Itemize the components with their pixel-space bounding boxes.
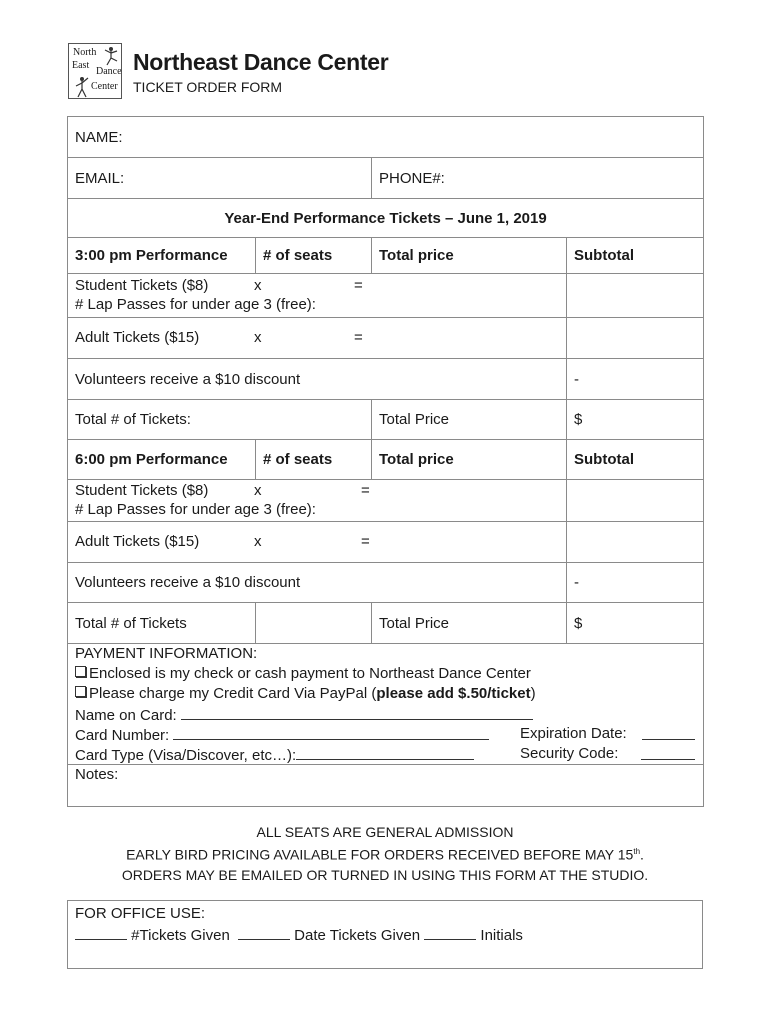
adult-tickets-label: Adult Tickets ($15): [75, 533, 200, 550]
times-sign: x: [254, 277, 262, 294]
performance-2-total-tickets-label: Total # of Tickets: [68, 603, 256, 644]
tickets-given-line[interactable]: [75, 924, 127, 940]
performance-2-total-header: Total price: [372, 440, 567, 480]
pay-card-suffix: ): [530, 685, 536, 702]
card-type-line[interactable]: [296, 744, 474, 760]
dancer-icon: [74, 76, 90, 98]
notice-line-2-text: EARLY BIRD PRICING AVAILABLE FOR ORDERS RECEIVED BEFORE MAY 15: [126, 846, 634, 863]
performance-1-total-price-label: Total Price: [372, 400, 567, 440]
performance-2-total-tickets-field[interactable]: [256, 603, 372, 644]
performance-1-volunteer-value: -: [567, 359, 704, 400]
payment-section: [68, 644, 704, 765]
ticket-order-table: [67, 116, 704, 807]
phone-label: PHONE#:: [379, 169, 445, 187]
pay-card-option[interactable]: [75, 684, 696, 704]
performance-2-volunteer-value: -: [567, 563, 704, 603]
expiration-label: Expiration Date:: [520, 725, 627, 742]
notice-line-3: ORDERS MAY BE EMAILED OR TURNED IN USING THIS FORM AT THE STUDIO.: [121, 866, 649, 883]
pay-check-label: Enclosed is my check or cash payment to Northeast Dance Center: [89, 665, 531, 682]
adult-tickets-label: Adult Tickets ($15): [75, 329, 200, 346]
date-given-label: Date Tickets Given: [294, 927, 421, 944]
card-type-row[interactable]: [75, 744, 696, 764]
phone-field[interactable]: [372, 158, 704, 199]
card-number-label: Card Number:: [75, 727, 170, 744]
office-use-heading: FOR OFFICE USE:: [75, 905, 206, 922]
payment-heading: PAYMENT INFORMATION:: [75, 645, 258, 662]
name-field[interactable]: [68, 117, 704, 158]
email-field[interactable]: [68, 158, 372, 199]
lap-passes-label: # Lap Passes for under age 3 (free):: [75, 296, 316, 313]
notice-line-2-end: .: [640, 846, 644, 863]
email-label: EMAIL:: [75, 169, 125, 187]
performance-1-total-tickets[interactable]: Total # of Tickets:: [68, 400, 372, 440]
performance-2-heading: 6:00 pm Performance: [68, 440, 256, 480]
student-tickets-label: Student Tickets ($8): [75, 482, 209, 499]
card-number-row[interactable]: [75, 724, 696, 744]
performance-2-total-price-label: Total Price: [372, 603, 567, 644]
performance-2-student-row[interactable]: [68, 480, 567, 522]
performance-1-total-header: Total price: [372, 238, 567, 274]
section-title: Year-End Performance Tickets – June 1, 2019: [68, 199, 704, 238]
checkbox-icon[interactable]: [75, 686, 86, 697]
tickets-given-label: #Tickets Given: [131, 927, 230, 944]
performance-2-adult-subtotal[interactable]: [567, 522, 704, 563]
date-given-line[interactable]: [238, 924, 290, 940]
page-title: Northeast Dance Center: [133, 49, 389, 75]
performance-2-subtotal-header: Subtotal: [567, 440, 704, 480]
pay-card-fee: please add $.50/ticket: [376, 685, 531, 702]
lap-passes-label: # Lap Passes for under age 3 (free):: [75, 501, 316, 518]
performance-1-adult-row[interactable]: [68, 318, 567, 359]
notice-line-1: ALL SEATS ARE GENERAL ADMISSION: [256, 824, 514, 840]
pay-check-option[interactable]: [75, 664, 696, 684]
equals-sign: =: [354, 277, 363, 294]
checkbox-icon[interactable]: [75, 666, 86, 677]
performance-1-seats-header: # of seats: [256, 238, 372, 274]
dancer-icon: [102, 46, 120, 66]
student-tickets-label: Student Tickets ($8): [75, 277, 209, 294]
performance-1-student-subtotal[interactable]: [567, 274, 704, 318]
security-code-label: Security Code:: [520, 745, 619, 762]
name-on-card-label: Name on Card:: [75, 707, 177, 724]
initials-line[interactable]: [424, 924, 476, 940]
initials-label: Initials: [480, 927, 523, 944]
notes-label: Notes:: [75, 766, 119, 783]
times-sign: x: [254, 533, 262, 550]
performance-1-student-row[interactable]: [68, 274, 567, 318]
expiration-line[interactable]: [642, 724, 695, 740]
performance-2-student-subtotal[interactable]: [567, 480, 704, 522]
logo-text-north: North: [73, 47, 97, 58]
logo-text-east: East: [72, 60, 90, 71]
logo: [68, 43, 122, 99]
performance-2-volunteer-label: Volunteers receive a $10 discount: [68, 563, 567, 603]
equals-sign: =: [361, 533, 370, 550]
performance-1-volunteer-label: Volunteers receive a $10 discount: [68, 359, 567, 400]
name-on-card-line[interactable]: [181, 704, 533, 720]
performance-2-adult-row[interactable]: [68, 522, 567, 563]
name-label: NAME:: [75, 128, 123, 146]
security-code-line[interactable]: [641, 744, 695, 760]
office-use-box: [67, 900, 703, 969]
performance-1-heading: 3:00 pm Performance: [68, 238, 256, 274]
page-subtitle: TICKET ORDER FORM: [133, 79, 283, 95]
card-number-line[interactable]: [173, 724, 489, 740]
logo-text-dance: Dance: [96, 66, 122, 77]
notice-line-2: [67, 842, 703, 865]
notice: [67, 822, 703, 885]
performance-2-seats-header: # of seats: [256, 440, 372, 480]
performance-2-total-price-value[interactable]: $: [567, 603, 704, 644]
logo-text-center: Center: [91, 81, 118, 92]
name-on-card-row[interactable]: [75, 704, 696, 724]
pay-card-label: Please charge my Credit Card Via PayPal (: [89, 685, 377, 702]
notes-field[interactable]: [68, 765, 704, 807]
times-sign: x: [254, 482, 262, 499]
notice-line-2-sup: th: [633, 847, 641, 856]
performance-1-subtotal-header: Subtotal: [567, 238, 704, 274]
equals-sign: =: [354, 329, 363, 346]
performance-1-total-price-value[interactable]: $: [567, 400, 704, 440]
equals-sign: =: [361, 482, 370, 499]
card-type-label: Card Type (Visa/Discover, etc…):: [75, 747, 297, 764]
times-sign: x: [254, 329, 262, 346]
performance-1-adult-subtotal[interactable]: [567, 318, 704, 359]
office-use-row: [75, 924, 695, 946]
